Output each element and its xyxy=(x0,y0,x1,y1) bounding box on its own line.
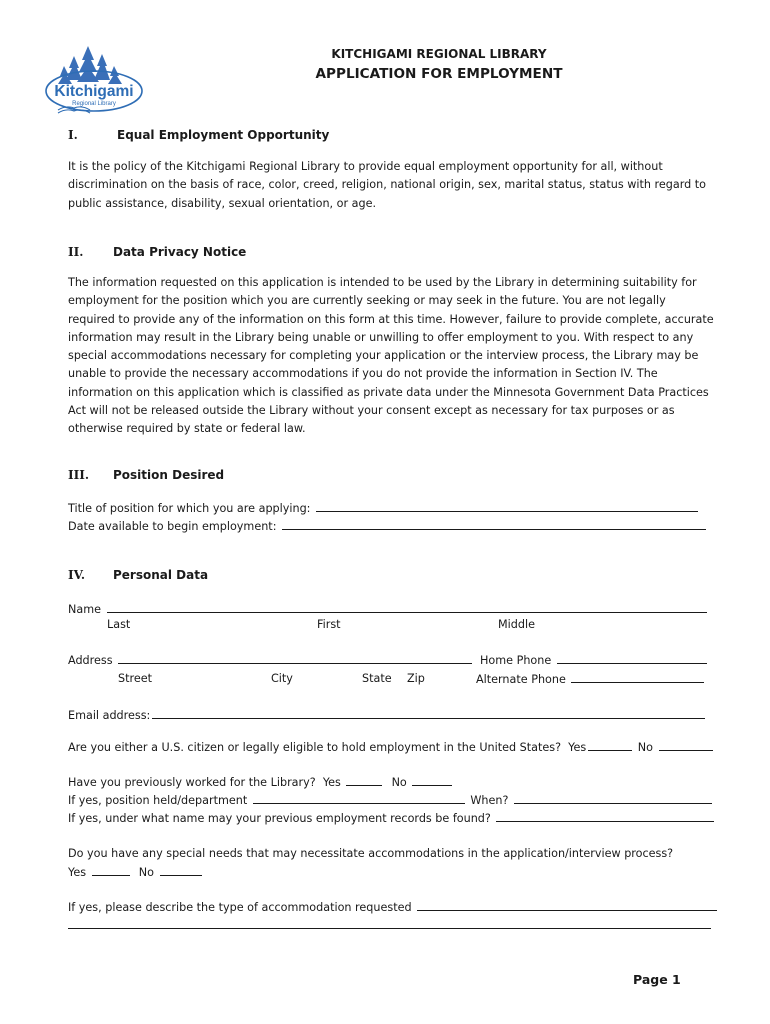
home-phone-field[interactable] xyxy=(557,653,707,664)
position-title-label: Title of position for which you are applying: xyxy=(68,502,311,515)
section-title: Position Desired xyxy=(113,468,225,482)
needs-yes-label: Yes xyxy=(68,866,87,879)
page-number: Page 1 xyxy=(633,972,681,987)
section-number: IV. xyxy=(68,568,86,582)
position-held-field[interactable] xyxy=(253,793,465,804)
section-number: III. xyxy=(68,468,90,482)
start-date-row xyxy=(68,519,708,533)
address-city-caption: City xyxy=(271,672,293,685)
accommodation-row-2 xyxy=(68,918,711,932)
home-phone-label: Home Phone xyxy=(480,654,552,667)
address-state-caption: State xyxy=(362,672,392,685)
email-label: Email address: xyxy=(68,709,151,722)
email-row xyxy=(68,708,707,722)
accommodation-label: If yes, please describe the type of accommodation requested xyxy=(68,901,412,914)
worked-no-field[interactable] xyxy=(412,775,452,786)
address-field[interactable] xyxy=(118,653,472,664)
records-name-row xyxy=(68,811,716,825)
logo-tagline: Regional Library xyxy=(72,101,116,107)
alt-phone-row xyxy=(476,672,706,686)
needs-yes-field[interactable] xyxy=(92,865,130,876)
accommodation-field-continued[interactable] xyxy=(68,918,711,929)
alt-phone-label: Alternate Phone xyxy=(476,673,566,686)
section-title: Personal Data xyxy=(113,568,209,582)
position-held-row xyxy=(68,793,714,807)
name-row xyxy=(68,602,709,616)
organization-name: KITCHIGAMI REGIONAL LIBRARY xyxy=(331,47,547,61)
citizen-no-label: No xyxy=(637,741,653,754)
eeo-paragraph: It is the policy of the Kitchigami Regional Library to provide equal employment opportunity for all, without discrimination on the basis of race, color, creed, religion, national origin, sex, marital status, status with regard to public assistance, disability, sexual orientation, or age. xyxy=(68,160,706,210)
position-title-row xyxy=(68,501,700,515)
name-field[interactable] xyxy=(107,602,707,613)
address-zip-caption: Zip xyxy=(407,672,425,685)
worked-row xyxy=(68,775,454,789)
needs-no-field[interactable] xyxy=(160,865,202,876)
citizen-question: Are you either a U.S. citizen or legally eligible to hold employment in the United States? xyxy=(68,741,562,754)
position-title-field[interactable] xyxy=(316,501,698,512)
alt-phone-field[interactable] xyxy=(571,672,704,683)
worked-yes-label: Yes xyxy=(322,776,341,789)
position-held-label: If yes, position held/department xyxy=(68,794,248,807)
name-first-caption: First xyxy=(317,618,341,631)
section-number: I. xyxy=(68,128,78,142)
email-field[interactable] xyxy=(152,708,705,719)
citizen-yes-field[interactable] xyxy=(588,740,632,751)
worked-question: Have you previously worked for the Library? xyxy=(68,776,316,789)
records-name-label: If yes, under what name may your previous employment records be found? xyxy=(68,812,491,825)
citizen-yes-label: Yes xyxy=(568,741,587,754)
when-field[interactable] xyxy=(514,793,712,804)
name-middle-caption: Middle xyxy=(498,618,535,631)
needs-row xyxy=(68,865,204,879)
citizen-row xyxy=(68,740,715,754)
address-row xyxy=(68,653,474,667)
section-title: Data Privacy Notice xyxy=(113,245,247,259)
section-title: Equal Employment Opportunity xyxy=(117,128,330,142)
home-phone-row xyxy=(480,653,709,667)
worked-yes-field[interactable] xyxy=(346,775,382,786)
when-label: When? xyxy=(470,794,509,807)
start-date-label: Date available to begin employment: xyxy=(68,520,277,533)
address-street-caption: Street xyxy=(118,672,152,685)
accommodation-field[interactable] xyxy=(417,900,717,911)
form-title: APPLICATION FOR EMPLOYMENT xyxy=(315,66,563,82)
worked-no-label: No xyxy=(391,776,407,789)
name-last-caption: Last xyxy=(107,618,131,631)
section-number: II. xyxy=(68,245,84,259)
citizen-no-field[interactable] xyxy=(659,740,713,751)
name-label: Name xyxy=(68,603,102,616)
logo-name: Kitchigami xyxy=(54,83,134,100)
accommodation-row xyxy=(68,900,719,914)
address-label: Address xyxy=(68,654,113,667)
records-name-field[interactable] xyxy=(496,811,714,822)
needs-no-label: No xyxy=(138,866,154,879)
privacy-paragraph: The information requested on this application is intended to be used by the Library in determining suitability for employment for the position which you are currently seeking or may seek in the future. You are not legally required to provide any of the information on this form at this time. However, failure to provide complete, accurate information may result in the Library being unable or unwilling to offer employment to you. With respect to any special accommodations necessary for completing your application or the interview process, the Library may be unable to provide the necessary accommodations if you do not provide the information in Section IV. The information on this application which is classified as private data under the Minnesota Government Data Practices Act will not be released outside the Library without your consent except as necessary for tax purposes or as otherwise required by state or federal law. xyxy=(68,276,714,436)
needs-question: Do you have any special needs that may necessitate accommodations in the application/interview process? xyxy=(68,847,674,860)
start-date-field[interactable] xyxy=(282,519,706,530)
